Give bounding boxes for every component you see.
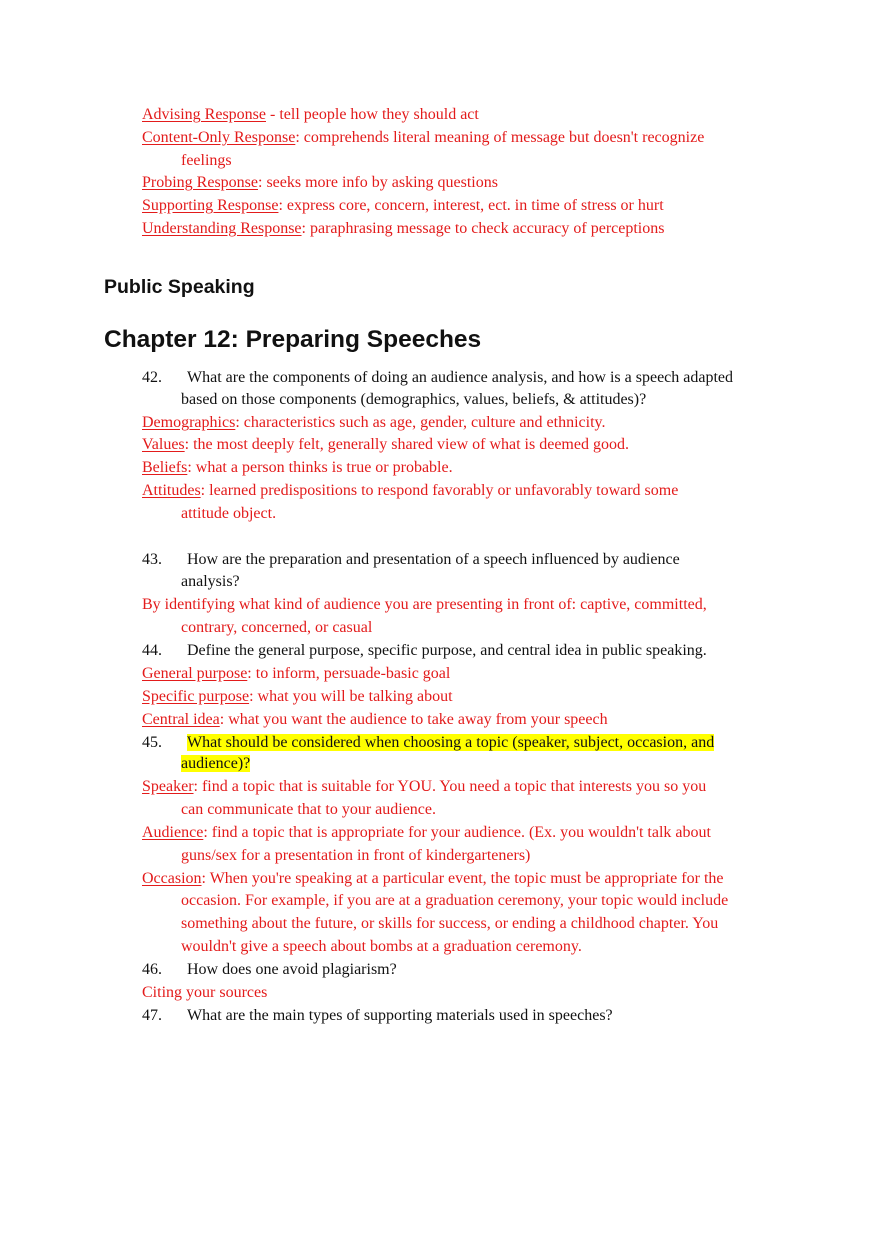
term: Probing Response [142, 174, 258, 191]
question-47 [142, 1004, 613, 1027]
content-only-response-continuation: feelings [181, 152, 232, 169]
question-number: 43. [142, 551, 162, 568]
audience-continuation: guns/sex for a presentation in front of kindergarteners) [181, 847, 531, 864]
question-45-continuation [181, 752, 250, 775]
advising-response-line [142, 103, 479, 126]
highlighted-question-text: What should be considered when choosing a topic (speaker, subject, occasion, and [187, 734, 715, 751]
question-text: What are the main types of supporting materials used in speeches? [187, 1007, 613, 1024]
definition: : find a topic that is appropriate for your audience. (Ex. you wouldn't talk about [203, 824, 711, 841]
central-idea-line [142, 708, 608, 731]
definition: : to inform, persuade-basic goal [247, 665, 451, 682]
term: Central idea [142, 711, 220, 728]
question-text: How does one avoid plagiarism? [187, 961, 397, 978]
question-43 [142, 548, 680, 571]
question-45 [142, 731, 714, 754]
question-42-continuation: based on those components (demographics, values, beliefs, & attitudes)? [181, 391, 647, 408]
question-43-continuation: analysis? [181, 573, 240, 590]
term: General purpose [142, 665, 248, 682]
question-46-answer: Citing your sources [142, 984, 268, 1001]
definition: : When you're speaking at a particular event, the topic must be appropriate for the [201, 870, 724, 887]
definition: : express core, concern, interest, ect. in time of stress or hurt [278, 197, 664, 214]
supporting-response-line [142, 194, 664, 217]
question-number: 44. [142, 642, 162, 659]
definition: : find a topic that is suitable for YOU. You need a topic that interests you so you [193, 778, 707, 795]
content-only-response-line [142, 126, 704, 149]
attitudes-continuation: attitude object. [181, 505, 277, 522]
attitudes-line [142, 479, 678, 502]
occasion-continuation-3: wouldn't give a speech about bombs at a graduation ceremony. [181, 938, 582, 955]
term: Attitudes [142, 482, 201, 499]
beliefs-line [142, 456, 453, 479]
definition: : seeks more info by asking questions [258, 174, 498, 191]
question-number: 45. [142, 734, 162, 751]
term: Values [142, 436, 185, 453]
term: Supporting Response [142, 197, 279, 214]
question-text: Define the general purpose, specific purpose, and central idea in public speaking. [187, 642, 707, 659]
demographics-line [142, 411, 605, 434]
definition: : the most deeply felt, generally shared view of what is deemed good. [184, 436, 629, 453]
speaker-line [142, 775, 706, 798]
highlighted-question-text: audience)? [181, 755, 251, 772]
definition: : what you want the audience to take away from your speech [219, 711, 608, 728]
term: Audience [142, 824, 204, 841]
question-46 [142, 958, 397, 981]
definition: : what you will be talking about [249, 688, 453, 705]
term: Content-Only Response [142, 129, 296, 146]
question-number: 47. [142, 1007, 162, 1024]
term: Speaker [142, 778, 194, 795]
question-number: 46. [142, 961, 162, 978]
occasion-continuation-1: occasion. For example, if you are at a graduation ceremony, your topic would include [181, 892, 729, 909]
understanding-response-line [142, 217, 664, 240]
term: Demographics [142, 414, 236, 431]
section-title: Public Speaking [104, 276, 255, 298]
chapter-title: Chapter 12: Preparing Speeches [104, 326, 482, 353]
general-purpose-line [142, 662, 450, 685]
audience-line [142, 821, 711, 844]
term: Advising Response [142, 106, 266, 123]
question-text: How are the preparation and presentation of a speech influenced by audience [187, 551, 680, 568]
definition: : learned predispositions to respond favorably or unfavorably toward some [200, 482, 679, 499]
question-number: 42. [142, 369, 162, 386]
probing-response-line [142, 171, 498, 194]
term: Beliefs [142, 459, 188, 476]
speaker-continuation: can communicate that to your audience. [181, 801, 437, 818]
question-43-answer-continuation: contrary, concerned, or casual [181, 619, 373, 636]
occasion-continuation-2: something about the future, or skills for success, or ending a childhood chapter. You [181, 915, 719, 932]
term: Occasion [142, 870, 202, 887]
term: Understanding Response [142, 220, 302, 237]
occasion-line [142, 867, 723, 890]
question-42 [142, 366, 733, 389]
definition: : paraphrasing message to check accuracy of perceptions [301, 220, 665, 237]
question-44 [142, 639, 707, 662]
question-43-answer: By identifying what kind of audience you are presenting in front of: captive, committed, [142, 596, 707, 613]
definition: : what a person thinks is true or probable. [187, 459, 453, 476]
definition: : characteristics such as age, gender, culture and ethnicity. [235, 414, 606, 431]
term: Specific purpose [142, 688, 250, 705]
definition: : comprehends literal meaning of message but doesn't recognize [295, 129, 705, 146]
question-text: What are the components of doing an audience analysis, and how is a speech adapted [187, 369, 734, 386]
specific-purpose-line [142, 685, 453, 708]
definition: - tell people how they should act [266, 106, 479, 123]
values-line [142, 433, 629, 456]
